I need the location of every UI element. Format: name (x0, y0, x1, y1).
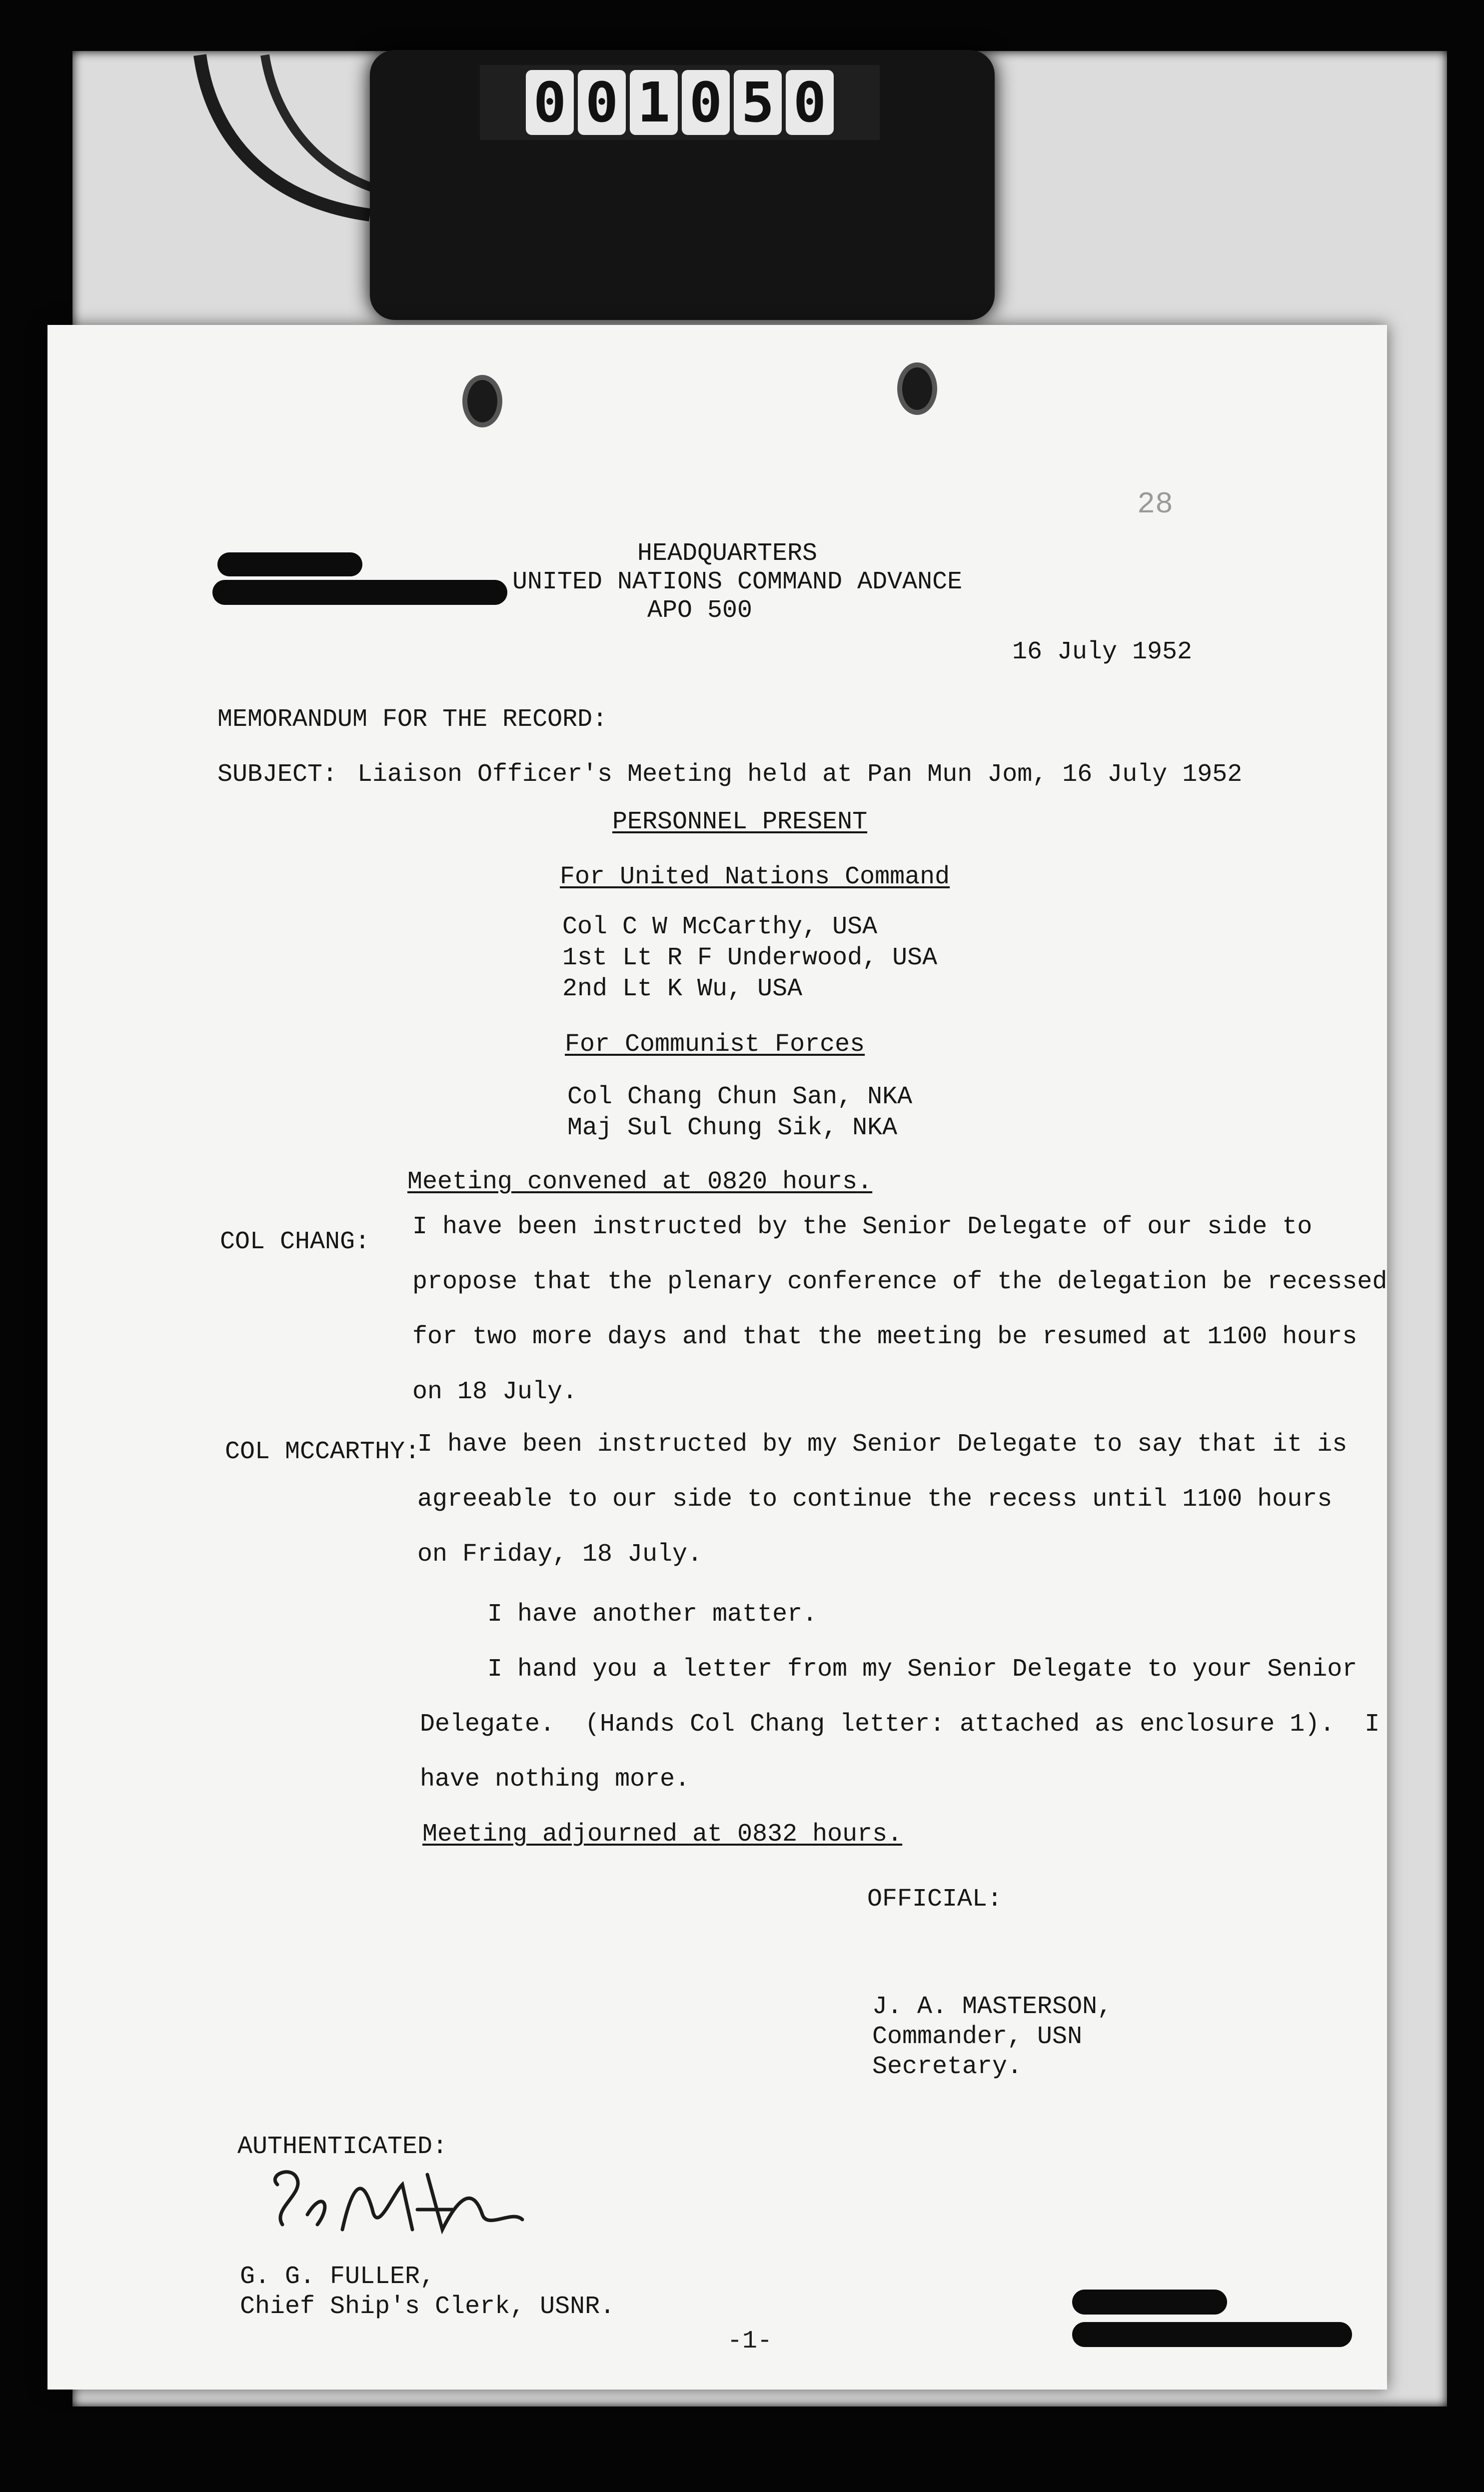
statement-line: have nothing more. (420, 1765, 690, 1794)
official-rank: Commander, USN (872, 2023, 1083, 2051)
statement-line: agreeable to our side to continue the recess until 1100 hours (417, 1485, 1333, 1514)
counter-digit: 0 (682, 70, 730, 135)
official-label: OFFICIAL: (867, 1885, 1003, 1914)
counter-digit: 1 (630, 70, 678, 135)
header-line-2: UNITED NATIONS COMMAND ADVANCE (512, 568, 963, 596)
statement-line: Delegate. (Hands Col Chang letter: attached as enclosure 1). I (420, 1710, 1380, 1739)
signature (262, 2155, 542, 2255)
document-page (47, 325, 1387, 2390)
punch-hole (897, 362, 937, 415)
adjourned-line: Meeting adjourned at 0832 hours. (422, 1820, 903, 1849)
memo-date: 16 July 1952 (1012, 638, 1193, 666)
statement-line: I have another matter. (487, 1600, 818, 1629)
header-line-3: APO 500 (647, 596, 753, 625)
cf-member: Maj Sul Chung Sik, NKA (567, 1114, 898, 1142)
statement-line: I have been instructed by the Senior Delegate of our side to (412, 1213, 1313, 1241)
redaction-bar (1072, 2290, 1227, 2315)
authenticated-label: AUTHENTICATED: (237, 2133, 448, 2161)
redaction-bar (217, 552, 362, 576)
counter-digit: 5 (734, 70, 782, 135)
authenticated-title: Chief Ship's Clerk, USNR. (240, 2293, 615, 2321)
statement-line: on Friday, 18 July. (417, 1540, 703, 1569)
page-mark: 28 (1137, 488, 1174, 522)
statement-line: I have been instructed by my Senior Delegate to say that it is (417, 1430, 1348, 1459)
counter-digit: 0 (526, 70, 574, 135)
statement-line: propose that the plenary conference of the delegation be recessed (412, 1268, 1388, 1296)
subject-text: Liaison Officer's Meeting held at Pan Mun Jom, 16 July 1952 (357, 760, 1243, 789)
counter-digits (480, 65, 880, 140)
memo-title: MEMORANDUM FOR THE RECORD: (217, 705, 608, 734)
counter-digit: 0 (786, 70, 834, 135)
statement-line: on 18 July. (412, 1378, 578, 1406)
punch-hole (462, 375, 502, 427)
unc-member: 2nd Lt K Wu, USA (562, 975, 803, 1003)
frame-counter (370, 50, 995, 320)
redaction-bar (1072, 2322, 1352, 2347)
counter-digit: 0 (578, 70, 626, 135)
authenticated-name: G. G. FULLER, (240, 2263, 435, 2291)
official-title: Secretary. (872, 2053, 1023, 2081)
header-line-1: HEADQUARTERS (637, 539, 818, 568)
official-name: J. A. MASTERSON, (872, 1993, 1113, 2021)
page-number: -1- (727, 2327, 773, 2356)
cf-heading: For Communist Forces (565, 1030, 865, 1059)
subject-label: SUBJECT: (217, 760, 338, 789)
unc-member: Col C W McCarthy, USA (562, 913, 878, 941)
personnel-heading: PERSONNEL PRESENT (612, 808, 868, 836)
cf-member: Col Chang Chun San, NKA (567, 1083, 913, 1111)
unc-heading: For United Nations Command (560, 863, 950, 891)
statement-line: I hand you a letter from my Senior Delegate to your Senior (487, 1655, 1358, 1684)
speaker-label: COL CHANG: (220, 1228, 370, 1256)
redaction-bar (212, 580, 507, 605)
statement-line: for two more days and that the meeting be resumed at 1100 hours (412, 1323, 1358, 1351)
speaker-label: COL MCCARTHY: (225, 1438, 420, 1466)
convened-line: Meeting convened at 0820 hours. (407, 1168, 873, 1196)
unc-member: 1st Lt R F Underwood, USA (562, 944, 938, 972)
